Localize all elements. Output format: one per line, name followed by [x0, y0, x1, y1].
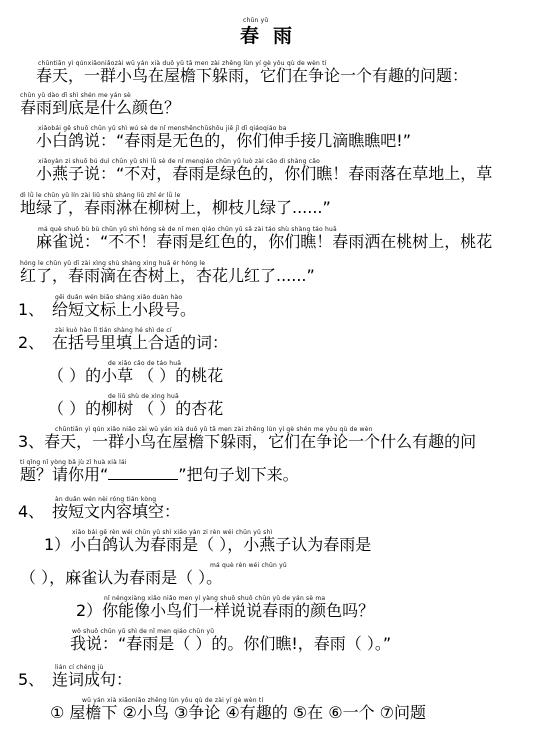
q2-row2-pinyin: de liǔ shù de xìng huā [108, 393, 179, 400]
q3-line-2-end: ”把句子划下来。 [178, 465, 299, 484]
passage-pinyin-7: hóng le chūn yǔ dī zài xìng shù shàng xìng huā ér hóng le [20, 260, 206, 267]
q3-pinyin-1: chūntiān yì qún xiǎo niǎo zài wū yán xià duǒ yǔ tā men zài zhēng lùn yí gè shén me yǒu qù de wèn [55, 426, 373, 433]
passage-line-2: 春雨到底是什么颜色？ [20, 98, 181, 117]
q2-text: 在括号里填上合适的词： [52, 333, 229, 352]
passage-line-1: 春天，一群小鸟在屋檐下躲雨，它们在争论一个有趣的问题： [36, 66, 469, 85]
passage-pinyin-3: xiǎobái gē shuō chūn yǔ shì wú sè de nǐ menshēnchūshǒu jiē jǐ dī qiáoqiáo ba [38, 125, 287, 132]
passage-pinyin-5: dì lǜ le chūn yǔ lín zài liǔ shù shàng liǔ zhī ér lǜ le [20, 192, 181, 199]
q5-pinyin: lián cí chéng jù [55, 664, 104, 671]
passage-pinyin-6: má què shuō bù bù chūn yǔ shì hóng sè de nǐ men qiáo chūn yǔ sǎ zài táo shù shàng táo huā [38, 226, 337, 233]
q2-number: 2、 [18, 333, 45, 352]
q3-line-2 [20, 465, 299, 485]
q3-line-2-start: 题？请你用“ [20, 465, 109, 484]
title-pinyin: chūn yǔ [243, 17, 269, 24]
passage-line-7: 红了，春雨滴在杏树上，杏花儿红了......” [20, 266, 315, 285]
underline-blank[interactable] [108, 465, 178, 480]
q5-text: 连词成句： [52, 670, 133, 689]
q5-words: ① 屋檐下 ②小鸟 ③争论 ④有趣的 ⑤在 ⑥一个 ⑦问题 [50, 703, 427, 722]
passage-line-6: 麻雀说：“不不！春雨是红色的，你们瞧！春雨洒在桃树上，桃花 [36, 232, 493, 251]
q5-number: 5、 [18, 670, 45, 689]
q2-row1: （ ）的小草 （ ）的桃花 [48, 366, 224, 385]
q2-row1-pinyin: de xiǎo cǎo de táo huā [108, 360, 182, 367]
q4-sub2-answer: 我说：“春雨是（ ）的。你们瞧!，春雨（ ）。” [70, 634, 392, 653]
q4-sub1-pinyin-2: má què rèn wéi chūn yǔ [210, 562, 287, 569]
q4-sub2-line: 2）你能像小鸟们一样说说春雨的颜色吗？ [76, 601, 375, 620]
q1-number: 1、 [18, 300, 45, 319]
page-title: 春雨 [240, 25, 307, 47]
passage-pinyin-2: chūn yǔ dào dǐ shì shén me yán sè [20, 92, 131, 99]
q2-pinyin: zài kuò hào lǐ tián shàng hé shì de cí [55, 327, 172, 334]
q4-text: 按短文内容填空： [52, 502, 181, 521]
q4-sub2-answer-pinyin: wǒ shuō chūn yǔ shì de nǐ men qiáo chūn yǔ [72, 628, 215, 635]
q4-sub1-line1: 1）小白鸽认为春雨是（ ），小燕子认为春雨是 [44, 535, 372, 554]
q3-line-1: 3、春天，一群小鸟在屋檐下躲雨，它们在争论一个什么有趣的问 [18, 432, 477, 451]
q4-pinyin: àn duǎn wén nèi róng tián kòng [55, 496, 157, 503]
q4-sub1-pinyin: xiǎo bái gē rèn wéi chūn yǔ shì xiǎo yàn zi rèn wéi chūn yǔ shì [72, 529, 273, 536]
q4-sub1-line2: （ ），麻雀认为春雨是（ ）。 [20, 568, 223, 587]
q4-sub2-pinyin: nǐ néngxiàng xiǎo niǎo men yí yàng shuō shuō chūn yǔ de yán sè ma [104, 595, 326, 602]
q2-row2: （ ）的柳树 （ ）的杏花 [48, 399, 224, 418]
q1-text: 给短文标上小段号。 [52, 300, 197, 319]
passage-line-5: 地绿了，春雨淋在柳树上，柳枝儿绿了......” [20, 198, 331, 217]
q3-pinyin-2: tí qǐng nǐ yòng bǎ jù zǐ huà xià lái [20, 459, 127, 466]
passage-pinyin-1: chūntiān yì qúnxiǎoniǎozài wū yán xià duǒ yǔ tā men zài zhēng lùn yí gè yǒu qù de wèn tí [38, 60, 327, 67]
q1-pinyin: gěi duǎn wén biāo shàng xiǎo duàn hào [55, 294, 183, 301]
passage-line-4: 小燕子说：“不对，春雨是绿色的，你们瞧！春雨落在草地上，草 [36, 164, 493, 183]
q5-words-pinyin: wū yán xià xiǎoniǎo zhēng lùn yǒu qù de zài yí gè wèn tí [82, 697, 264, 704]
passage-pinyin-4: xiǎoyàn zi shuō bú duì chūn yǔ shì lǜ sè de nǐ menqiáo chūn yǔ luò zài cǎo dì shàng cǎo [38, 158, 321, 165]
q4-number: 4、 [18, 502, 45, 521]
passage-line-3: 小白鸽说：“春雨是无色的，你们伸手接几滴瞧瞧吧!” [36, 131, 411, 150]
